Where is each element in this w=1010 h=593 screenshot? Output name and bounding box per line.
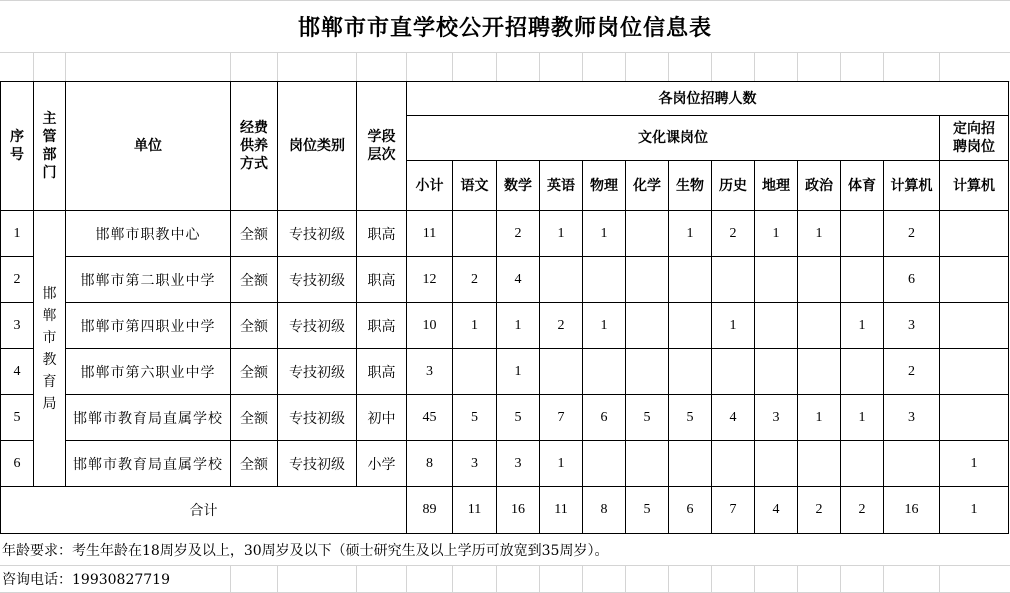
grid-line	[711, 53, 712, 81]
grid-line	[406, 53, 407, 81]
count-cell	[712, 441, 755, 487]
grid-line	[356, 565, 357, 593]
header-subject: 英语	[540, 161, 583, 211]
unit-cell: 邯郸市第四职业中学	[66, 303, 231, 349]
unit-cell: 邯郸市教育局直属学校	[66, 395, 231, 441]
grid-line	[939, 565, 940, 593]
count-cell	[884, 441, 940, 487]
grid-line	[406, 565, 407, 593]
total-cell: 16	[497, 487, 540, 534]
count-cell	[798, 441, 841, 487]
count-cell	[540, 257, 583, 303]
count-cell: 6	[583, 395, 626, 441]
header-subject: 语文	[453, 161, 497, 211]
count-cell	[841, 257, 884, 303]
level-cell: 职高	[357, 349, 407, 395]
grid-line	[883, 565, 884, 593]
grid-line	[797, 53, 798, 81]
total-cell: 8	[583, 487, 626, 534]
count-cell: 2	[884, 211, 940, 257]
count-cell: 1	[583, 211, 626, 257]
header-level: 学段层次	[357, 82, 407, 211]
count-cell	[626, 211, 669, 257]
header-seq: 序号	[1, 82, 34, 211]
count-cell: 5	[497, 395, 540, 441]
total-directed-cell: 1	[940, 487, 1009, 534]
seq-cell: 6	[1, 441, 34, 487]
count-cell	[669, 441, 712, 487]
seq-cell: 2	[1, 257, 34, 303]
funding-cell: 全额	[231, 211, 278, 257]
funding-cell: 全额	[231, 395, 278, 441]
grid-line	[668, 565, 669, 593]
seq-cell: 3	[1, 303, 34, 349]
age-requirement-note: 年龄要求：考生年龄在18周岁及以上，30周岁及以下（硕士研究生及以上学历可放宽到35周岁）。	[2, 542, 609, 559]
seq-cell: 5	[1, 395, 34, 441]
count-cell: 1	[841, 303, 884, 349]
count-cell	[755, 441, 798, 487]
funding-cell: 全额	[231, 349, 278, 395]
unit-cell: 邯郸市第二职业中学	[66, 257, 231, 303]
count-cell	[755, 257, 798, 303]
contact-phone: 咨询电话：19930827719	[2, 572, 170, 588]
header-subject: 历史	[712, 161, 755, 211]
count-cell: 2	[540, 303, 583, 349]
level-cell: 职高	[357, 303, 407, 349]
count-cell: 4	[712, 395, 755, 441]
grid-line	[539, 53, 540, 81]
header-subject: 化学	[626, 161, 669, 211]
count-cell: 12	[407, 257, 453, 303]
count-cell	[583, 257, 626, 303]
header-subject: 小计	[407, 161, 453, 211]
count-cell: 1	[798, 211, 841, 257]
page-title: 邯郸市市直学校公开招聘教师岗位信息表	[0, 0, 1010, 53]
count-cell: 6	[884, 257, 940, 303]
count-cell	[841, 441, 884, 487]
count-cell	[841, 349, 884, 395]
count-cell	[798, 303, 841, 349]
header-unit: 单位	[66, 82, 231, 211]
grid-line	[754, 53, 755, 81]
funding-cell: 全额	[231, 441, 278, 487]
total-cell: 5	[626, 487, 669, 534]
count-cell: 1	[540, 441, 583, 487]
seq-cell: 1	[1, 211, 34, 257]
grid-line	[711, 565, 712, 593]
grid-line	[539, 565, 540, 593]
grid-line	[277, 53, 278, 81]
count-cell: 5	[669, 395, 712, 441]
header-directed-subject: 计算机	[940, 161, 1009, 211]
count-cell: 1	[798, 395, 841, 441]
post-type-cell: 专技初级	[278, 349, 357, 395]
count-cell	[712, 257, 755, 303]
count-cell: 3	[497, 441, 540, 487]
count-cell	[453, 349, 497, 395]
grid-line	[797, 565, 798, 593]
count-cell	[626, 441, 669, 487]
count-cell: 10	[407, 303, 453, 349]
count-cell: 3	[407, 349, 453, 395]
directed-count-cell	[940, 211, 1009, 257]
count-cell	[755, 303, 798, 349]
count-cell: 8	[407, 441, 453, 487]
count-cell	[583, 441, 626, 487]
total-cell: 11	[540, 487, 583, 534]
count-cell	[626, 303, 669, 349]
count-cell: 1	[540, 211, 583, 257]
grid-line	[883, 53, 884, 81]
unit-cell: 邯郸市教育局直属学校	[66, 441, 231, 487]
header-subject: 政治	[798, 161, 841, 211]
count-cell: 2	[453, 257, 497, 303]
count-cell	[841, 211, 884, 257]
table-row	[1, 395, 1009, 441]
total-cell: 2	[841, 487, 884, 534]
count-cell	[669, 257, 712, 303]
total-cell: 6	[669, 487, 712, 534]
funding-cell: 全额	[231, 303, 278, 349]
count-cell: 2	[884, 349, 940, 395]
post-type-cell: 专技初级	[278, 303, 357, 349]
count-cell: 3	[755, 395, 798, 441]
table-row	[1, 441, 1009, 487]
grid-line	[277, 565, 278, 593]
table-row	[1, 211, 1009, 257]
grid-line	[840, 53, 841, 81]
unit-cell: 邯郸市第六职业中学	[66, 349, 231, 395]
header-subject: 计算机	[884, 161, 940, 211]
grid-line	[496, 565, 497, 593]
header-funding: 经费供养方式	[231, 82, 278, 211]
level-cell: 职高	[357, 257, 407, 303]
grid-line	[452, 53, 453, 81]
count-cell: 2	[712, 211, 755, 257]
grid-line	[452, 565, 453, 593]
total-label: 合计	[1, 487, 407, 534]
count-cell	[626, 257, 669, 303]
grid-line	[840, 565, 841, 593]
seq-cell: 4	[1, 349, 34, 395]
funding-cell: 全额	[231, 257, 278, 303]
count-cell: 5	[453, 395, 497, 441]
table-row	[1, 303, 1009, 349]
recruitment-table	[0, 81, 1009, 534]
unit-cell: 邯郸市职教中心	[66, 211, 231, 257]
count-cell: 1	[497, 349, 540, 395]
header-subject: 数学	[497, 161, 540, 211]
count-cell: 1	[669, 211, 712, 257]
count-cell: 45	[407, 395, 453, 441]
count-cell: 1	[497, 303, 540, 349]
count-cell: 3	[884, 303, 940, 349]
dept-name: 邯郸市教育局	[42, 285, 57, 412]
grid-line	[496, 53, 497, 81]
header-culture-posts: 文化课岗位	[407, 116, 940, 161]
count-cell	[669, 349, 712, 395]
total-cell: 2	[798, 487, 841, 534]
grid-line	[582, 53, 583, 81]
level-cell: 初中	[357, 395, 407, 441]
grid-line	[33, 53, 34, 81]
level-cell: 小学	[357, 441, 407, 487]
directed-count-cell	[940, 257, 1009, 303]
header-subject: 地理	[755, 161, 798, 211]
grid-line	[625, 53, 626, 81]
total-cell: 7	[712, 487, 755, 534]
directed-count-cell	[940, 395, 1009, 441]
count-cell	[712, 349, 755, 395]
count-cell: 4	[497, 257, 540, 303]
grid-line	[625, 565, 626, 593]
grid-line	[230, 53, 231, 81]
header-post-type: 岗位类别	[278, 82, 357, 211]
count-cell: 3	[884, 395, 940, 441]
count-cell: 11	[407, 211, 453, 257]
count-cell	[798, 349, 841, 395]
count-cell: 5	[626, 395, 669, 441]
count-cell: 1	[453, 303, 497, 349]
count-cell: 3	[453, 441, 497, 487]
total-cell: 11	[453, 487, 497, 534]
count-cell: 1	[841, 395, 884, 441]
count-cell	[669, 303, 712, 349]
table-row	[1, 349, 1009, 395]
count-cell	[453, 211, 497, 257]
grid-line	[230, 565, 231, 593]
total-cell: 89	[407, 487, 453, 534]
table-row	[1, 257, 1009, 303]
count-cell: 1	[755, 211, 798, 257]
post-type-cell: 专技初级	[278, 211, 357, 257]
count-cell: 1	[712, 303, 755, 349]
directed-count-cell	[940, 349, 1009, 395]
header-subject: 生物	[669, 161, 712, 211]
count-cell	[626, 349, 669, 395]
header-subject: 体育	[841, 161, 884, 211]
grid-line	[582, 565, 583, 593]
level-cell: 职高	[357, 211, 407, 257]
header-recruit-count: 各岗位招聘人数	[407, 82, 1009, 116]
grid-line	[668, 53, 669, 81]
post-type-cell: 专技初级	[278, 395, 357, 441]
header-directed-posts: 定向招聘岗位	[940, 116, 1009, 161]
count-cell	[798, 257, 841, 303]
count-cell: 2	[497, 211, 540, 257]
count-cell	[540, 349, 583, 395]
count-cell	[755, 349, 798, 395]
grid-line	[939, 53, 940, 81]
count-cell: 1	[583, 303, 626, 349]
header-subject: 物理	[583, 161, 626, 211]
header-dept: 主管部门	[34, 82, 66, 211]
grid-line	[754, 565, 755, 593]
post-type-cell: 专技初级	[278, 257, 357, 303]
dept-cell	[34, 211, 66, 487]
count-cell	[583, 349, 626, 395]
total-cell: 16	[884, 487, 940, 534]
total-cell: 4	[755, 487, 798, 534]
grid-line	[65, 53, 66, 81]
directed-count-cell: 1	[940, 441, 1009, 487]
directed-count-cell	[940, 303, 1009, 349]
grid-line	[356, 53, 357, 81]
count-cell: 7	[540, 395, 583, 441]
post-type-cell: 专技初级	[278, 441, 357, 487]
